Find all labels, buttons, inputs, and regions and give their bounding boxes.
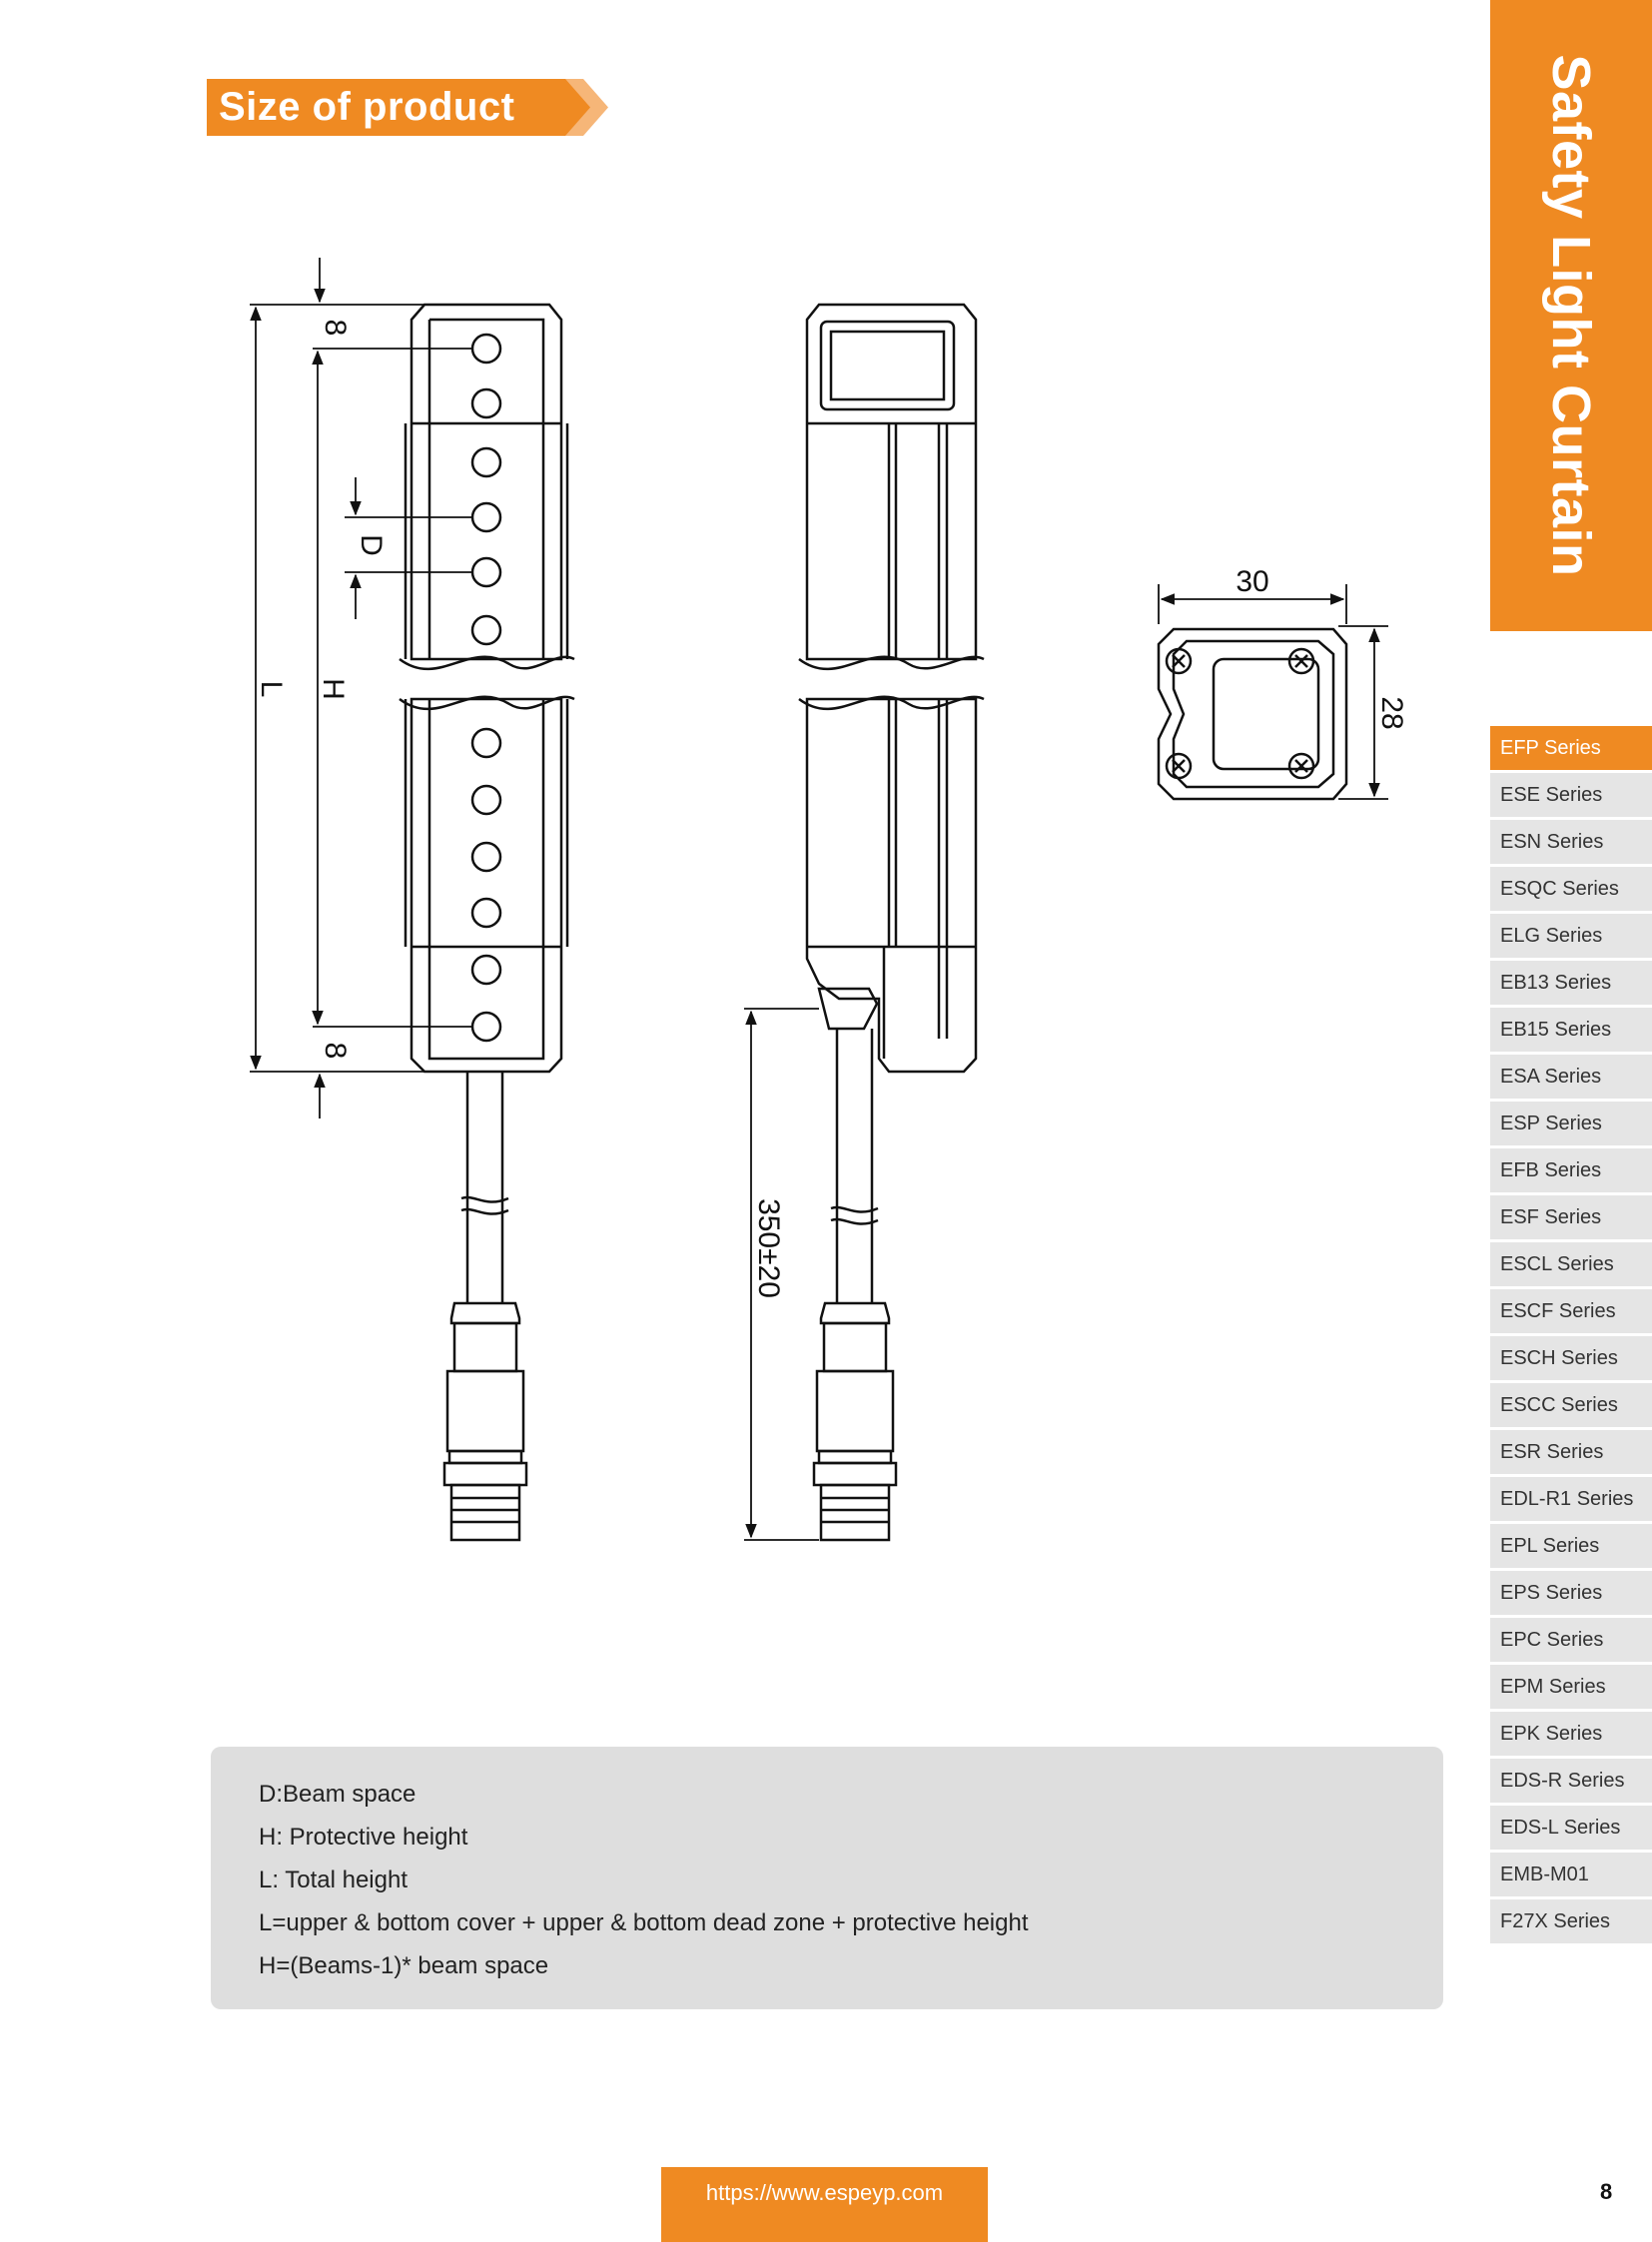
series-nav-item[interactable]: EPM Series bbox=[1490, 1665, 1652, 1709]
series-nav-item[interactable]: EB15 Series bbox=[1490, 1008, 1652, 1052]
dimension-legend bbox=[211, 1747, 1443, 2009]
beam-space-label: D bbox=[355, 534, 388, 556]
series-nav-item[interactable]: EFB Series bbox=[1490, 1148, 1652, 1192]
series-nav-item[interactable]: EPL Series bbox=[1490, 1524, 1652, 1568]
website-link[interactable]: https://www.espeyp.com bbox=[661, 2167, 988, 2242]
series-nav-item[interactable]: ESE Series bbox=[1490, 773, 1652, 817]
page-number: 8 bbox=[1600, 2179, 1613, 2204]
side-view bbox=[799, 305, 984, 1540]
legend-line: L: Total height bbox=[259, 1867, 409, 1893]
series-nav-item[interactable]: EDL-R1 Series bbox=[1490, 1477, 1652, 1521]
side-tab-title: Safety Light Curtain bbox=[1541, 54, 1601, 577]
series-nav-item[interactable]: ESQC Series bbox=[1490, 867, 1652, 911]
series-nav-item[interactable]: ESCF Series bbox=[1490, 1289, 1652, 1333]
cable-length-label: 350±20 bbox=[752, 1198, 785, 1298]
series-nav-item[interactable]: ESR Series bbox=[1490, 1430, 1652, 1474]
series-nav-item[interactable]: ESN Series bbox=[1490, 820, 1652, 864]
front-view bbox=[400, 305, 574, 1540]
series-nav-item[interactable]: EPS Series bbox=[1490, 1571, 1652, 1615]
series-nav-item[interactable]: ESF Series bbox=[1490, 1195, 1652, 1239]
protective-height-label: H bbox=[317, 678, 350, 700]
cross-section-depth-label: 28 bbox=[1375, 696, 1408, 730]
cross-section-width-label: 30 bbox=[1236, 565, 1269, 598]
section-title: Size of product bbox=[207, 79, 566, 136]
series-nav-item[interactable]: ESCC Series bbox=[1490, 1383, 1652, 1427]
series-nav-item[interactable]: ESP Series bbox=[1490, 1102, 1652, 1145]
series-nav-item[interactable]: EPC Series bbox=[1490, 1618, 1652, 1662]
total-height-label: L bbox=[255, 680, 288, 698]
legend-line: H: Protective height bbox=[259, 1824, 468, 1851]
series-nav-item[interactable]: ESCL Series bbox=[1490, 1242, 1652, 1286]
series-nav-item[interactable]: EFP Series bbox=[1490, 726, 1652, 770]
top-margin-label: 8 bbox=[319, 319, 352, 337]
series-nav-item[interactable]: ESCH Series bbox=[1490, 1336, 1652, 1380]
series-nav-item[interactable]: EPK Series bbox=[1490, 1712, 1652, 1756]
series-nav-item[interactable]: F27X Series bbox=[1490, 1899, 1652, 1943]
series-nav-item[interactable]: EMB-M01 bbox=[1490, 1853, 1652, 1896]
front-view-dimension-labels bbox=[255, 320, 388, 1060]
series-nav-item[interactable]: EDS-L Series bbox=[1490, 1806, 1652, 1850]
cross-section-view bbox=[1159, 629, 1346, 799]
legend-line: L=upper & bottom cover + upper & bottom dead zone + protective height bbox=[259, 1909, 1029, 1936]
legend-line: D:Beam space bbox=[259, 1781, 416, 1808]
series-nav-item[interactable]: ESA Series bbox=[1490, 1055, 1652, 1099]
series-nav-item[interactable]: EDS-R Series bbox=[1490, 1759, 1652, 1803]
legend-line: H=(Beams-1)* beam space bbox=[259, 1952, 549, 1979]
side-category-tab bbox=[1490, 0, 1652, 631]
series-nav-item[interactable]: ELG Series bbox=[1490, 914, 1652, 958]
bottom-margin-label: 8 bbox=[319, 1042, 352, 1060]
series-nav bbox=[1490, 726, 1652, 1946]
series-nav-item[interactable]: EB13 Series bbox=[1490, 961, 1652, 1005]
